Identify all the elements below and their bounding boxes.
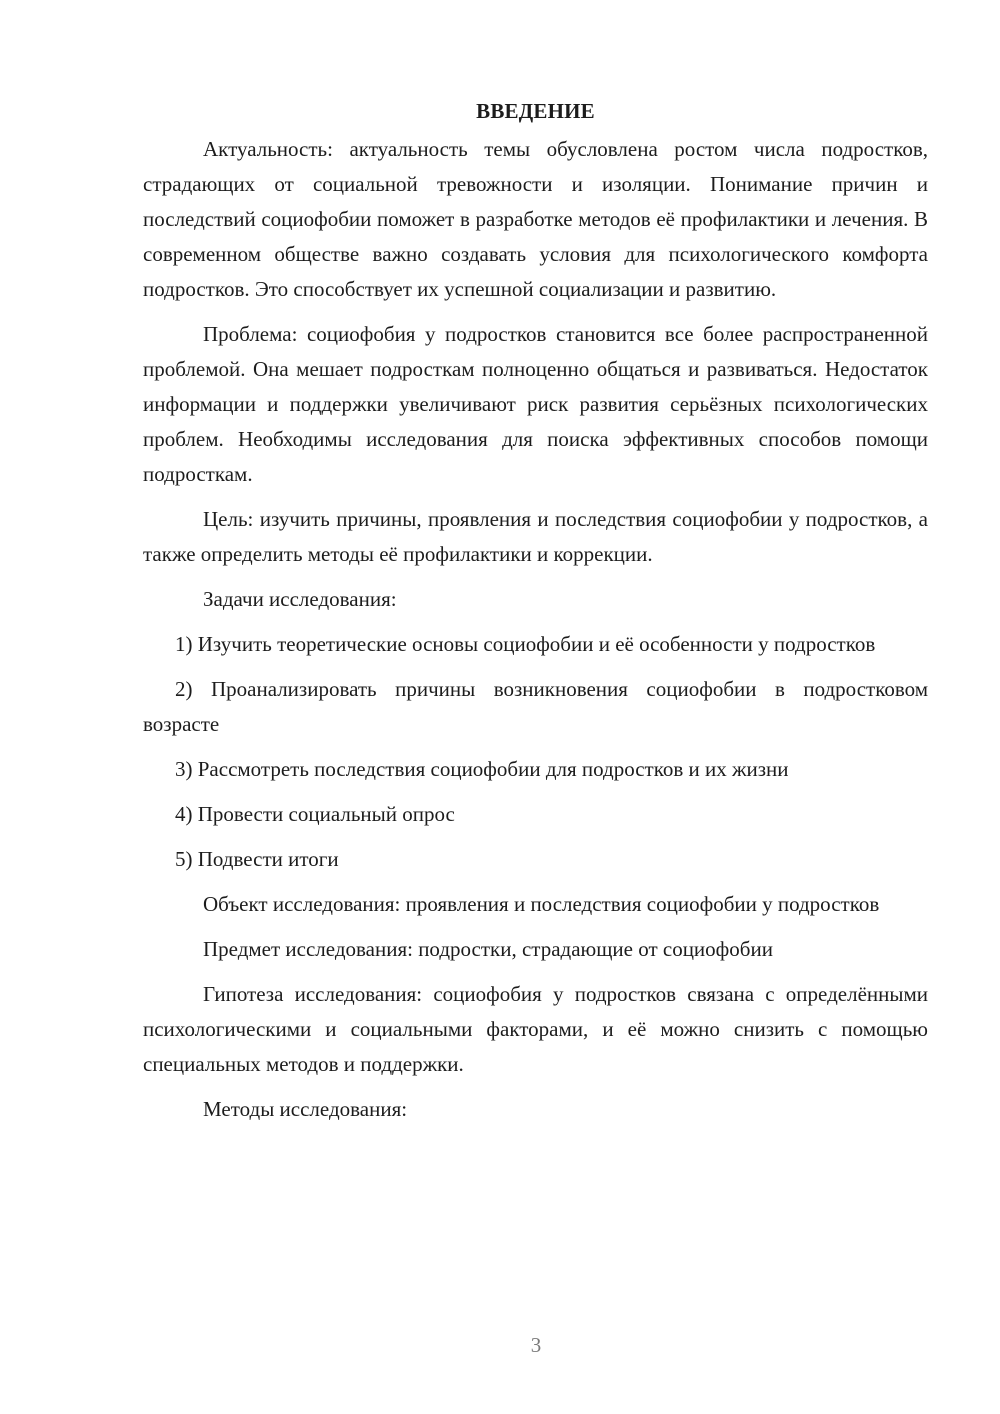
- task-item: 2) Проанализировать причины возникновения социофобии в подростковом возрасте: [143, 677, 928, 736]
- task-item: 3) Рассмотреть последствия социофобии для подростков и их жизни: [175, 757, 789, 781]
- subject-paragraph: Предмет исследования: подростки, страдающие от социофобии: [203, 937, 773, 961]
- hypothesis-paragraph: Гипотеза исследования: социофобия у подростков связана с определёнными психологическими и социальными факторами, и её можно снизить с помощью специальных методов и поддержки.: [143, 982, 928, 1076]
- goal-paragraph: Цель: изучить причины, проявления и последствия социофобии у подростков, а также определить методы её профилактики и коррекции.: [143, 507, 928, 566]
- task-item: 4) Провести социальный опрос: [175, 802, 455, 826]
- relevance-paragraph: Актуальность: актуальность темы обусловлена ростом числа подростков, страдающих от социальной тревожности и изоляции. Понимание причин и последствий социофобии поможет в разработке методов её профилактики и лечения. В современном обществе важно создавать условия для психологического комфорта подростков. Это способствует их успешной социализации и развитию.: [143, 137, 928, 301]
- task-item: 1) Изучить теоретические основы социофобии и её особенности у подростков: [175, 632, 876, 656]
- methods-paragraph: Методы исследования:: [203, 1097, 408, 1121]
- section-title: ВВЕДЕНИЕ: [476, 99, 595, 123]
- document-page: [143, 96, 928, 1127]
- page-number: 3: [530, 1333, 542, 1357]
- tasks-heading: Задачи исследования:: [203, 587, 397, 611]
- object-paragraph: Объект исследования: проявления и последствия социофобии у подростков: [203, 892, 880, 916]
- task-item: 5) Подвести итоги: [175, 847, 339, 871]
- problem-paragraph: Проблема: социофобия у подростков становится все более распространенной проблемой. Она мешает подросткам полноценно общаться и развиваться. Недостаток информации и поддержки увеличивают риск развития серьёзных психологических проблем. Необходимы исследования для поиска эффективных способов помощи подросткам.: [143, 322, 928, 486]
